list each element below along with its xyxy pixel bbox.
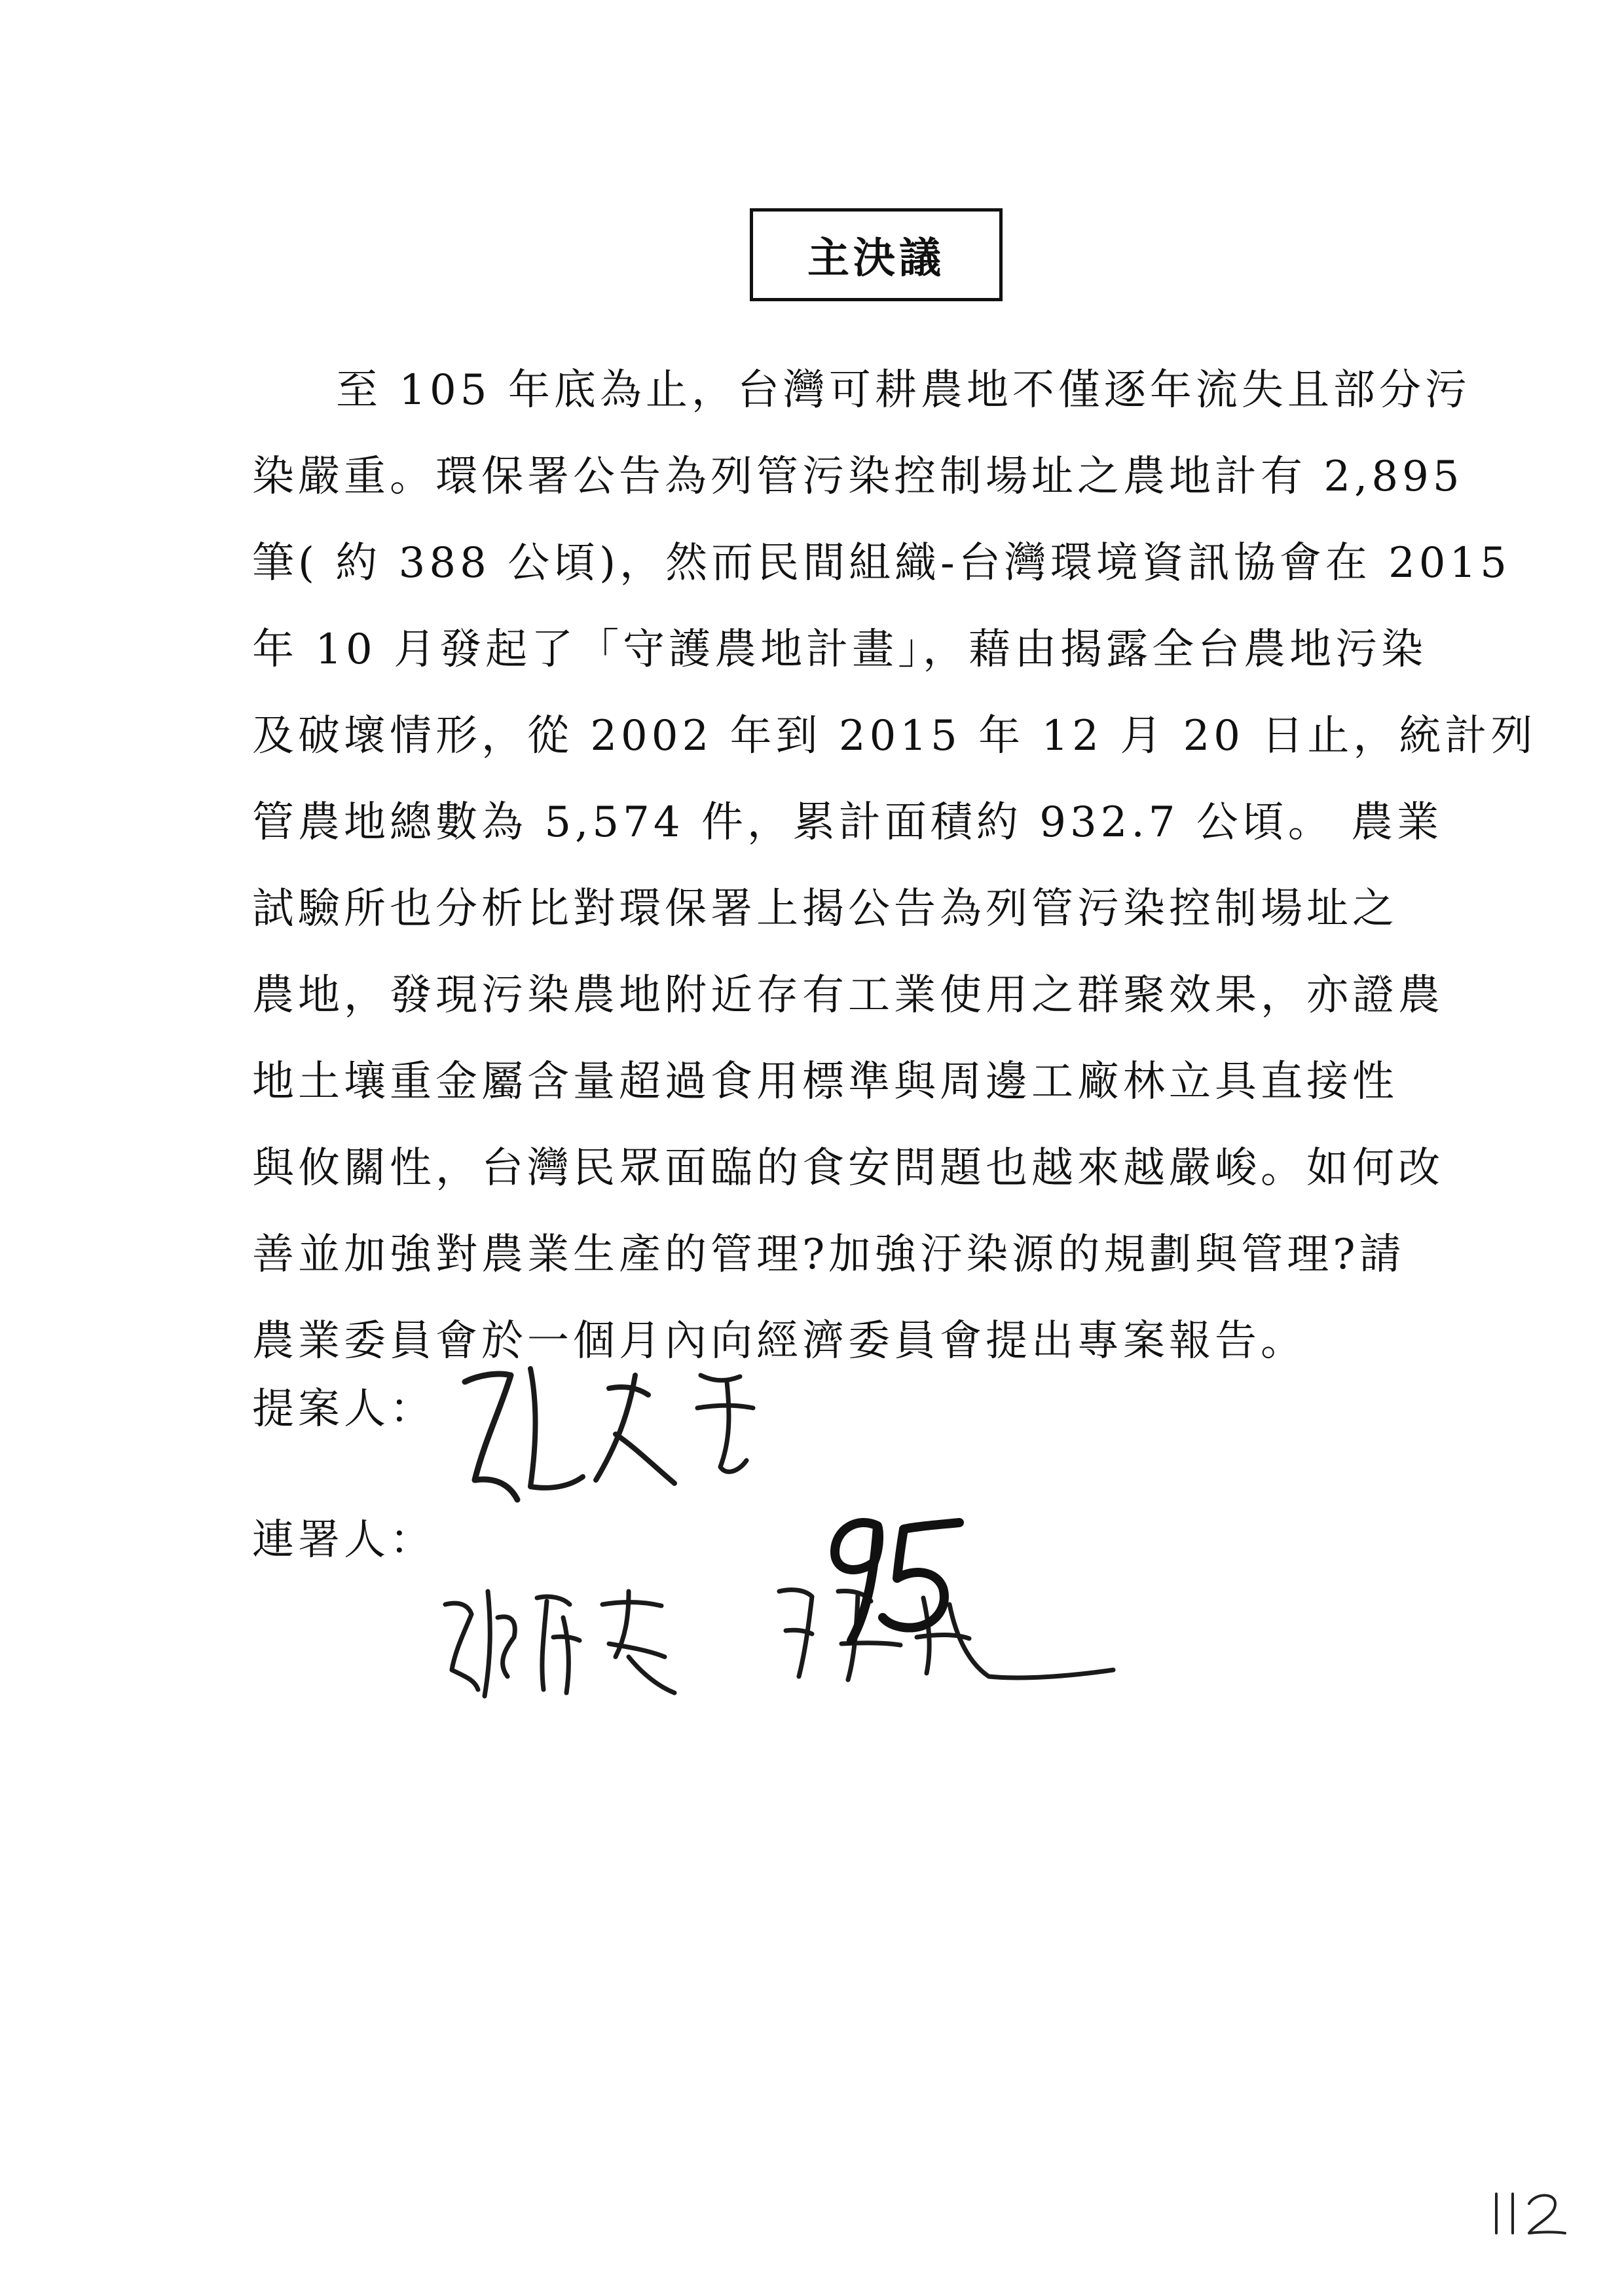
body-line: 與攸關性，台灣民眾面臨的食安問題也越來越嚴峻。如何改: [252, 1144, 1444, 1193]
resolution-title-box: [750, 208, 1003, 301]
body-line: 試驗所也分析比對環保署上揭公告為列管污染控制場址之: [252, 885, 1398, 933]
handwritten-page-number-text: [805, 1500, 809, 1503]
handwritten-page-number: [805, 1500, 976, 1657]
body-line: 年 10 月發起了「守護農地計畫」，藉由揭露全台農地污染: [252, 625, 1428, 674]
resolution-title: 主決議: [807, 234, 945, 283]
body-line: 善並加強對農業生產的管理?加強汙染源的規劃與管理?請: [252, 1231, 1405, 1279]
body-line: 管農地總數為 5,574 件，累計面積約 932.7 公頃。 農業: [252, 798, 1443, 847]
corner-page-number: [1486, 2181, 1572, 2240]
cosigner-label: 連署人：: [252, 1516, 435, 1565]
proposer-signature: [439, 1336, 779, 1506]
body-line: 及破壞情形，從 2002 年到 2015 年 12 月 20 日止，統計列: [252, 712, 1537, 760]
body-line: 農地，發現污染農地附近存有工業使用之群聚效果，亦證農: [252, 971, 1444, 1020]
body-line: 至 105 年底為止，台灣可耕農地不僅逐年流失且部分污: [336, 366, 1471, 415]
proposer-label: 提案人：: [252, 1385, 435, 1434]
body-line: 農業委員會於一個月內向經濟委員會提出專案報告。: [252, 1317, 1306, 1365]
body-line: 染嚴重。環保署公告為列管污染控制場址之農地計有 2,895: [252, 453, 1464, 501]
corner-page-number-text: [1486, 2181, 1492, 2184]
body-line: 筆( 約 388 公頃)，然而民間組織-台灣環境資訊協會在 2015: [252, 539, 1511, 587]
resolution-body: [252, 347, 1537, 1384]
body-line: 地土壤重金屬含量超過食用標準與周邊工廠林立具直接性: [252, 1058, 1398, 1106]
cosigner-signature-1: [432, 1565, 727, 1709]
